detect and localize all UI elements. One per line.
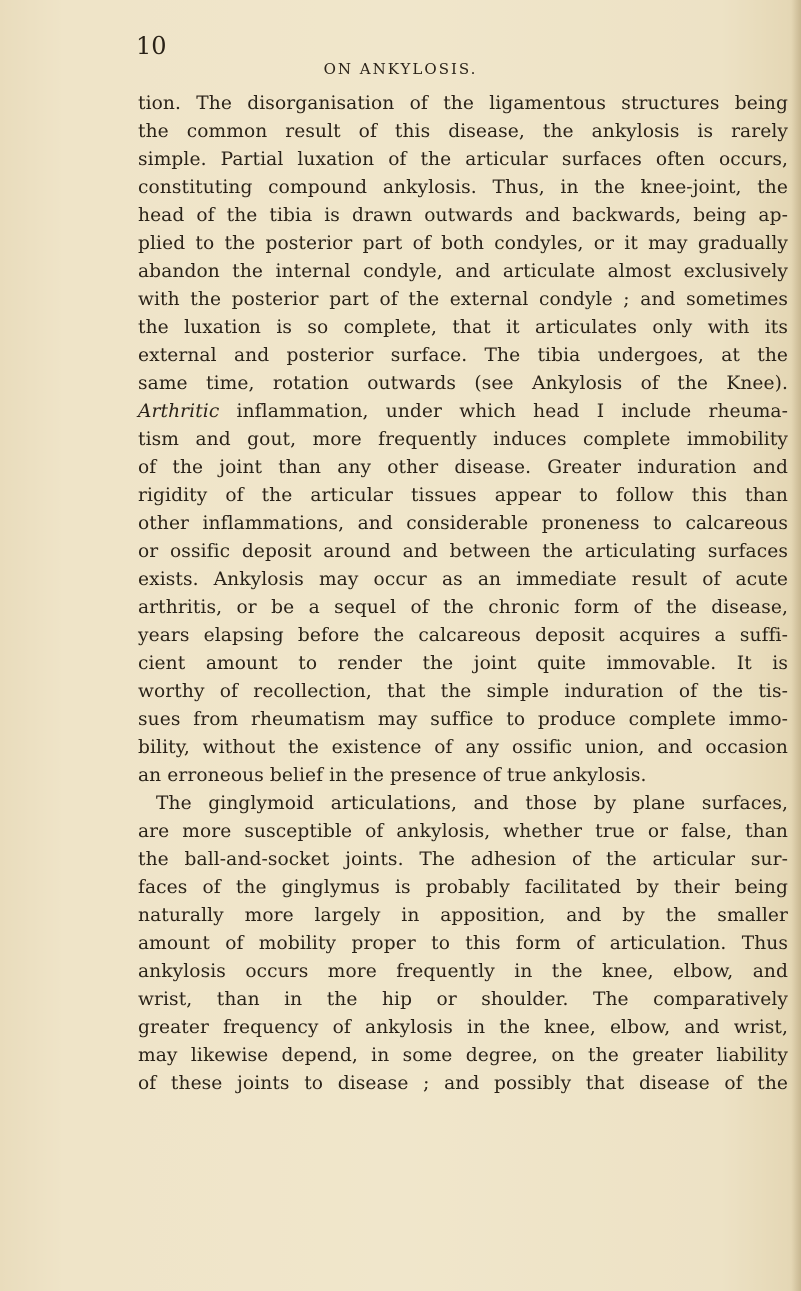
text-line: constituting compound ankylosis. Thus, in the knee-joint, the bbox=[138, 177, 788, 198]
text-line: same time, rotation outwards (see Ankylosis of the Knee). bbox=[138, 373, 788, 394]
text-line: worthy of recollection, that the simple induration of the tis- bbox=[138, 681, 788, 702]
text-line: an erroneous belief in the presence of true ankylosis. bbox=[138, 765, 647, 786]
text-line: faces of the ginglymus is probably facilitated by their being bbox=[138, 877, 788, 898]
text-line: tism and gout, more frequently induces complete immobility bbox=[138, 429, 788, 450]
text-line: plied to the posterior part of both condyles, or it may gradually bbox=[138, 233, 788, 254]
text-line: of these joints to disease ; and possibly that disease of the bbox=[138, 1073, 788, 1094]
text-line: cient amount to render the joint quite immovable. It is bbox=[138, 653, 788, 674]
text-line: arthritis, or be a sequel of the chronic form of the disease, bbox=[138, 597, 788, 618]
text-line: external and posterior surface. The tibia undergoes, at the bbox=[138, 345, 788, 366]
text-line: years elapsing before the calcareous deposit acquires a suffi- bbox=[138, 625, 788, 646]
text-line: or ossific deposit around and between the articulating surfaces bbox=[138, 541, 788, 562]
text-line: tion. The disorganisation of the ligamentous structures being bbox=[138, 93, 788, 114]
text-line: bility, without the existence of any ossific union, and occasion bbox=[138, 737, 788, 758]
text-line: sues from rheumatism may suffice to produce complete immo- bbox=[138, 709, 788, 730]
text-line: head of the tibia is drawn outwards and backwards, being ap- bbox=[138, 205, 788, 226]
text-line: ankylosis occurs more frequently in the knee, elbow, and bbox=[138, 961, 788, 982]
text-line: are more susceptible of ankylosis, whether true or false, than bbox=[138, 821, 788, 842]
text-line: greater frequency of ankylosis in the knee, elbow, and wrist, bbox=[138, 1017, 788, 1038]
page-edge-shadow bbox=[791, 0, 801, 1291]
text-line: abandon the internal condyle, and articulate almost exclusively bbox=[138, 261, 788, 282]
text-line: the ball-and-socket joints. The adhesion of the articular sur- bbox=[138, 849, 788, 870]
text-line: amount of mobility proper to this form of articulation. Thus bbox=[138, 933, 788, 954]
body-text bbox=[138, 90, 788, 1098]
text-line: exists. Ankylosis may occur as an immediate result of acute bbox=[138, 569, 788, 590]
text-line: with the posterior part of the external condyle ; and sometimes bbox=[138, 289, 788, 310]
text-line: other inflammations, and considerable proneness to calcareous bbox=[138, 513, 788, 534]
paragraph-first-line: The ginglymoid articulations, and those by plane surfaces, bbox=[156, 793, 788, 814]
text-line: wrist, than in the hip or shoulder. The comparatively bbox=[138, 989, 788, 1010]
text-line: naturally more largely in apposition, and by the smaller bbox=[138, 905, 788, 926]
italic-term: Arthritic bbox=[138, 401, 220, 422]
text-line: may likewise depend, in some degree, on the greater liability bbox=[138, 1045, 788, 1066]
paragraph-first-line bbox=[138, 398, 788, 426]
text-line: rigidity of the articular tissues appear to follow this than bbox=[138, 485, 788, 506]
page-number: 10 bbox=[136, 32, 167, 60]
text-line: simple. Partial luxation of the articular surfaces often occurs, bbox=[138, 149, 788, 170]
running-title: ON ANKYLOSIS. bbox=[323, 60, 478, 78]
text-line: the common result of this disease, the ankylosis is rarely bbox=[138, 121, 788, 142]
text-line: of the joint than any other disease. Greater induration and bbox=[138, 457, 788, 478]
text-run: inflammation, under which head I include rheuma- bbox=[219, 401, 788, 422]
text-line: the luxation is so complete, that it articulates only with its bbox=[138, 317, 788, 338]
